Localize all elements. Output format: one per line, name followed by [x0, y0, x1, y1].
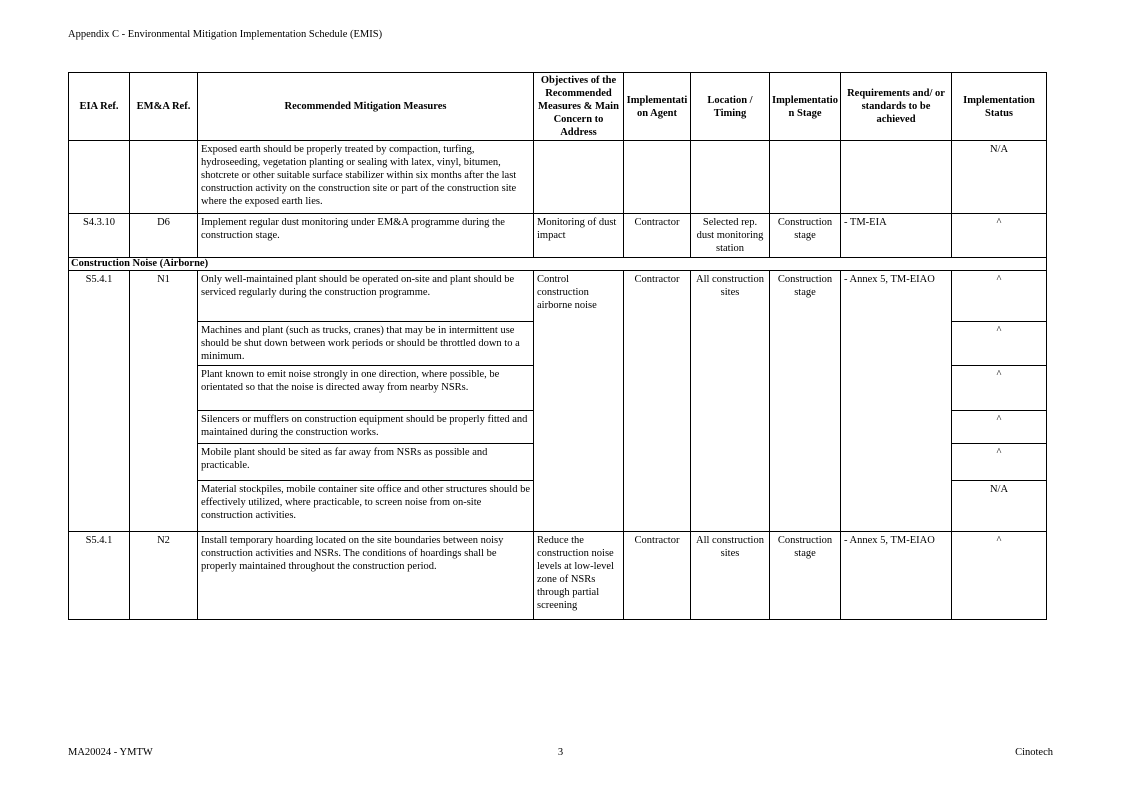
- cell-agent: Contractor: [624, 532, 691, 620]
- table-row-noise-n2: [69, 532, 1047, 620]
- cell-location: Selected rep. dust monitoring station: [691, 214, 770, 258]
- cell-measure: Only well-maintained plant should be operated on-site and plant should be serviced regularly during the construction programme.: [198, 271, 534, 322]
- table-row-noise-n1: [69, 271, 1047, 322]
- footer-company: Cinotech: [1015, 747, 1053, 758]
- cell-measure: Exposed earth should be properly treated by compaction, turfing, hydroseeding, vegetation planting or sealing with latex, vinyl, bitumen, shotcrete or other suitable surface stabilizer within six months after the last construction activity on the construction site or part of the construction site where the exposed earth lies.: [198, 141, 534, 214]
- section-header: Construction Noise (Airborne): [69, 258, 1047, 271]
- cell-status: ^: [952, 444, 1047, 481]
- cell-measure: Machines and plant (such as trucks, cranes) that may be in intermittent use should be shut down between work periods or should be throttled down to a minimum.: [198, 322, 534, 366]
- cell-agent: Contractor: [624, 214, 691, 258]
- cell-eia-ref: [69, 141, 130, 214]
- cell-status: ^: [952, 322, 1047, 366]
- cell-location: [691, 141, 770, 214]
- cell-stage: [770, 141, 841, 214]
- column-header-eia-ref: EIA Ref.: [69, 73, 130, 141]
- column-header-objectives: Objectives of the Recommended Measures & Main Concern to Address: [534, 73, 624, 141]
- cell-agent: [624, 141, 691, 214]
- footer-project-code: MA20024 - YMTW: [68, 747, 153, 758]
- cell-ema-ref: [130, 141, 198, 214]
- emis-table: [68, 72, 1047, 620]
- cell-objectives: [534, 141, 624, 214]
- column-header-ema-ref: EM&A Ref.: [130, 73, 198, 141]
- cell-requirements: - TM-EIA: [841, 214, 952, 258]
- column-header-measures: Recommended Mitigation Measures: [198, 73, 534, 141]
- cell-eia-ref: S4.3.10: [69, 214, 130, 258]
- cell-measure: Silencers or mufflers on construction equipment should be properly fitted and maintained during the construction works.: [198, 411, 534, 444]
- cell-status: ^: [952, 411, 1047, 444]
- cell-status: ^: [952, 271, 1047, 322]
- cell-status: ^: [952, 532, 1047, 620]
- cell-objectives: Monitoring of dust impact: [534, 214, 624, 258]
- cell-requirements: - Annex 5, TM-EIAO: [841, 532, 952, 620]
- cell-objectives: Control construction airborne noise: [534, 271, 624, 532]
- cell-eia-ref: S5.4.1: [69, 271, 130, 532]
- cell-ema-ref: N1: [130, 271, 198, 532]
- table-row-dust-monitoring: [69, 214, 1047, 258]
- cell-objectives: Reduce the construction noise levels at low-level zone of NSRs through partial screening: [534, 532, 624, 620]
- cell-requirements: - Annex 5, TM-EIAO: [841, 271, 952, 532]
- cell-stage: Construction stage: [770, 271, 841, 532]
- table-row-section-header: [69, 258, 1047, 271]
- cell-agent: Contractor: [624, 271, 691, 532]
- cell-measure: Material stockpiles, mobile container site office and other structures should be effectively utilized, where practicable, to screen noise from on-site construction activities.: [198, 481, 534, 532]
- column-header-requirements: Requirements and/ or standards to be achieved: [841, 73, 952, 141]
- column-header-location: Location / Timing: [691, 73, 770, 141]
- column-header-agent: Implementation Agent: [624, 73, 691, 141]
- page-footer: [68, 746, 1053, 759]
- column-header-status: Implementation Status: [952, 73, 1047, 141]
- cell-stage: Construction stage: [770, 214, 841, 258]
- appendix-title: Appendix C - Environmental Mitigation Implementation Schedule (EMIS): [68, 29, 383, 40]
- cell-eia-ref: S5.4.1: [69, 532, 130, 620]
- cell-stage: Construction stage: [770, 532, 841, 620]
- cell-location: All construction sites: [691, 532, 770, 620]
- table-row-continuation: [69, 141, 1047, 214]
- column-header-stage: Implementation Stage: [770, 73, 841, 141]
- cell-ema-ref: N2: [130, 532, 198, 620]
- cell-status: ^: [952, 366, 1047, 411]
- cell-status: ^: [952, 214, 1047, 258]
- page-number: 3: [557, 747, 564, 758]
- cell-status: N/A: [952, 141, 1047, 214]
- cell-measure: Plant known to emit noise strongly in one direction, where possible, be orientated so that the noise is directed away from nearby NSRs.: [198, 366, 534, 411]
- cell-measure: Install temporary hoarding located on the site boundaries between noisy construction activities and NSRs. The conditions of hoardings shall be properly maintained throughout the construction period.: [198, 532, 534, 620]
- cell-measure: Mobile plant should be sited as far away from NSRs as possible and practicable.: [198, 444, 534, 481]
- cell-ema-ref: D6: [130, 214, 198, 258]
- cell-status: N/A: [952, 481, 1047, 532]
- cell-location: All construction sites: [691, 271, 770, 532]
- table-header-row: [69, 73, 1047, 141]
- cell-requirements: [841, 141, 952, 214]
- cell-measure: Implement regular dust monitoring under EM&A programme during the construction stage.: [198, 214, 534, 258]
